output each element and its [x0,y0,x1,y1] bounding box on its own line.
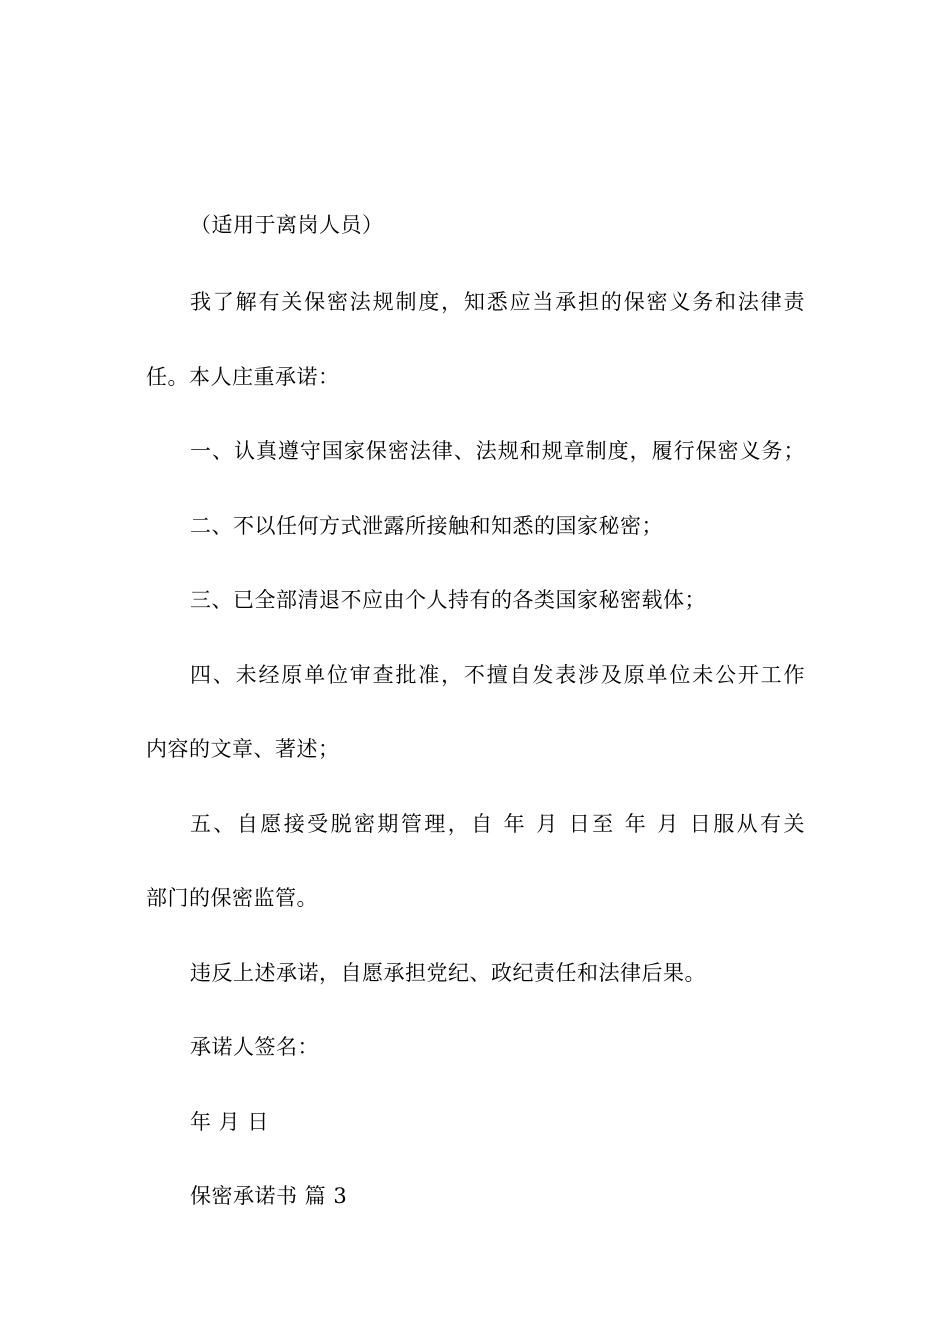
violation-statement: 违反上述承诺，自愿承担党纪、政纪责任和法律后果。 [190,961,706,985]
commitment-item-5-line-1: 五、自愿接受脱密期管理，自 年 月 日至 年 月 日服从有关 [190,812,805,836]
commitment-item-2: 二、不以任何方式泄露所接触和知悉的国家秘密； [190,514,663,538]
section-heading: 保密承诺书 篇 3 [190,1184,348,1208]
commitment-item-5-line-2: 部门的保密监管。 [146,886,318,910]
intro-paragraph-line-1: 我了解有关保密法规制度，知悉应当承担的保密义务和法律责 [190,290,805,314]
commitment-item-1: 一、认真遵守国家保密法律、法规和规章制度，履行保密义务； [190,439,805,463]
date-line: 年 月 日 [190,1110,269,1134]
signature-label: 承诺人签名： [190,1035,319,1059]
commitment-item-4-line-2: 内容的文章、著述； [146,737,340,761]
commitment-item-4-line-1: 四、未经原单位审查批准，不擅自发表涉及原单位未公开工作 [190,663,805,687]
intro-paragraph-line-2: 任。本人庄重承诺： [146,365,340,389]
commitment-item-3: 三、已全部清退不应由个人持有的各类国家秘密载体； [190,588,706,612]
applicability-note: （适用于离岗人员） [190,213,384,237]
